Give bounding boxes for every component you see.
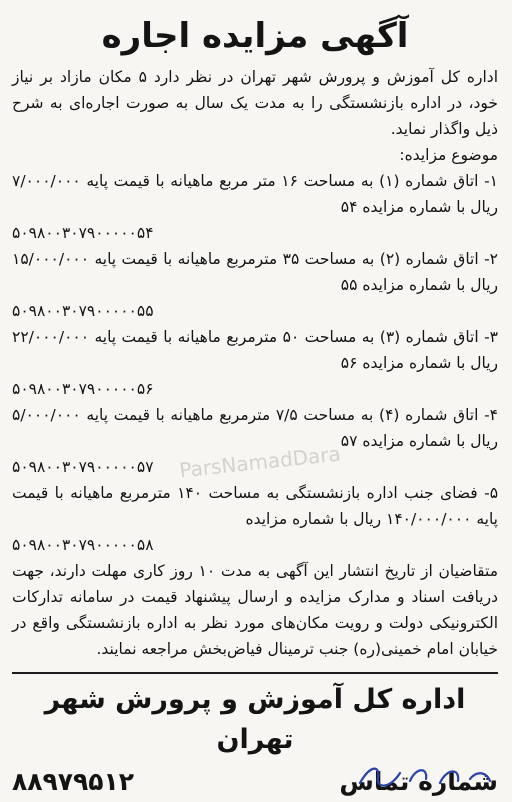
phone-label: شماره تماس bbox=[339, 767, 498, 796]
auction-code: ۵۰۹۸۰۰۳۰۷۹۰۰۰۰۰۵۶ bbox=[12, 380, 154, 398]
subject-heading: موضوع مزایده: bbox=[399, 146, 498, 164]
auction-code: ۵۰۹۸۰۰۳۰۷۹۰۰۰۰۰۵۷ bbox=[12, 458, 154, 476]
closing-paragraph: متقاضیان از تاریخ انتشار این آگهی به مدت ۱۰ روز کاری مهلت دارند، جهت دریافت اسناد و مدارک مزایده و ارسال پیشنهاد قیمت در سامانه تدارکات الکترونیکی دولت و رویت مکان‌های مورد نظر به اداره بازنشستگی واقع در خیابان امام خمینی(ره) جنب ترمینال فیاض‌بخش مراجعه نمایند. bbox=[12, 562, 498, 658]
divider bbox=[12, 672, 498, 674]
intro-paragraph: اداره کل آموزش و پرورش شهر تهران در نظر دارد ۵ مکان مازاد بر نیاز خود، در اداره بازنشستگی را به مدت یک سال به صورت اجاره‌ای به شرح ذیل واگذار نماید. bbox=[12, 68, 498, 138]
list-item bbox=[12, 402, 498, 480]
auction-code: ۵۰۹۸۰۰۳۰۷۹۰۰۰۰۰۵۴ bbox=[12, 224, 154, 242]
items-list bbox=[12, 168, 498, 558]
organization-name: اداره کل آموزش و پرورش شهر تهران bbox=[44, 684, 466, 755]
list-item bbox=[12, 480, 498, 558]
auction-code: ۵۰۹۸۰۰۳۰۷۹۰۰۰۰۰۵۸ bbox=[12, 536, 154, 554]
item-text: ۱- اتاق شماره (۱) به مساحت ۱۶ متر مربع ماهیانه با قیمت پایه ۷/۰۰۰/۰۰۰ ریال با شماره مزایده ۵۴ bbox=[12, 172, 498, 216]
item-text: ۲- اتاق شماره (۲) به مساحت ۳۵ مترمربع ماهیانه با قیمت پایه ۱۵/۰۰۰/۰۰۰ ریال با شماره مزایده ۵۵ bbox=[12, 250, 498, 294]
item-text: ۴- اتاق شماره (۴) به مساحت ۷/۵ مترمربع ماهیانه با قیمت پایه ۵/۰۰۰/۰۰۰ ریال با شماره مزایده ۵۷ bbox=[12, 406, 498, 450]
watermark: ParsNamadDara bbox=[178, 441, 342, 483]
list-item bbox=[12, 168, 498, 246]
item-text: ۳- اتاق شماره (۳) به مساحت ۵۰ مترمربع ماهیانه با قیمت پایه ۲۲/۰۰۰/۰۰۰ ریال با شماره مزایده ۵۶ bbox=[12, 328, 498, 372]
handwritten-mark bbox=[350, 755, 500, 791]
item-text: ۵- فضای جنب اداره بازنشستگی به مساحت ۱۴۰ مترمربع ماهیانه با قیمت پایه ۱۴۰/۰۰۰/۰۰۰ ریال با شماره مزایده bbox=[12, 484, 499, 528]
notice-title: آگهی مزایده اجاره bbox=[101, 16, 409, 56]
list-item bbox=[12, 324, 498, 402]
list-item bbox=[12, 246, 498, 324]
auction-code: ۵۰۹۸۰۰۳۰۷۹۰۰۰۰۰۵۵ bbox=[12, 302, 154, 320]
phone-number: ۸۸۹۷۹۵۱۲ bbox=[12, 767, 135, 796]
